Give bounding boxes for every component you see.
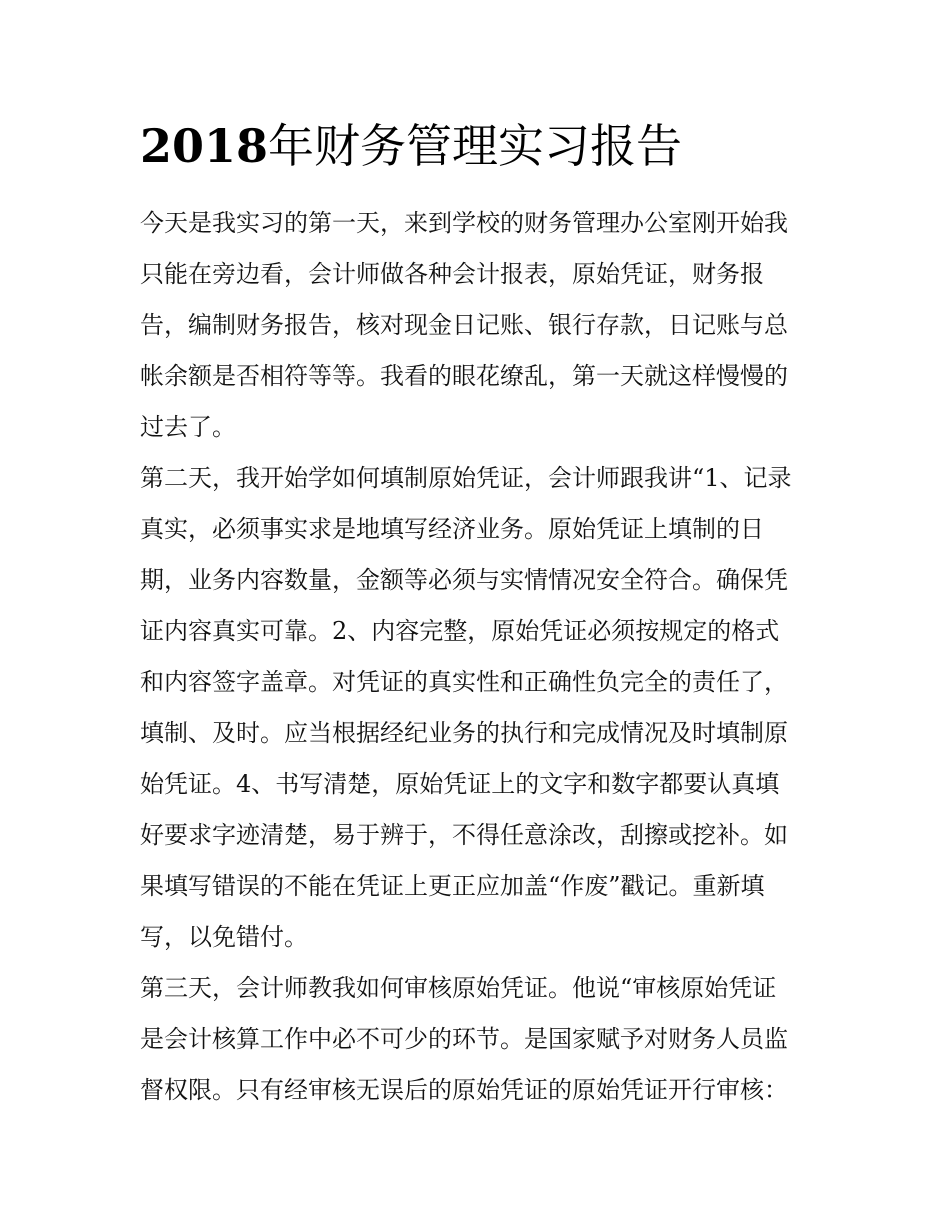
text-line: 和内容签字盖章。对凭证的真实性和正确性负完全的责任了， bbox=[140, 668, 788, 696]
text-line: 是会计核算工作中必不可少的环节。是国家赋予对财务人员监 bbox=[140, 1025, 788, 1053]
text-line: 好要求字迹清楚，易于辨于，不得任意涂改，刮擦或挖补。如 bbox=[140, 821, 788, 849]
text-line: 证内容真实可靠。2、内容完整，原始凭证必须按规定的格式 bbox=[140, 617, 780, 645]
text-line: 果填写错误的不能在凭证上更正应加盖“作废”戳记。重新填 bbox=[140, 872, 765, 900]
text-line: 写，以免错付。 bbox=[140, 923, 308, 951]
text-line: 帐余额是否相符等等。我看的眼花缭乱，第一天就这样慢慢的 bbox=[140, 362, 788, 390]
text-line: 只能在旁边看，会计师做各种会计报表，原始凭证，财务报 bbox=[140, 260, 764, 288]
title-year: 2018 bbox=[140, 119, 269, 173]
text-line: 告，编制财务报告，核对现金日记账、银行存款，日记账与总 bbox=[140, 311, 788, 339]
title-text: 年财务管理实习报告 bbox=[268, 119, 683, 173]
text-line: 第三天，会计师教我如何审核原始凭证。他说“审核原始凭证 bbox=[140, 974, 777, 1002]
text-line: 今天是我实习的第一天，来到学校的财务管理办公室刚开始我 bbox=[140, 209, 788, 237]
text-line: 始凭证。4、书写清楚，原始凭证上的文字和数字都要认真填 bbox=[140, 770, 780, 798]
text-line: 过去了。 bbox=[140, 413, 236, 441]
document-body bbox=[140, 198, 820, 1116]
document-title bbox=[140, 112, 820, 180]
text-line: 期，业务内容数量，金额等必须与实情情况安全符合。确保凭 bbox=[140, 566, 788, 594]
text-line: 填制、及时。应当根据经纪业务的执行和完成情况及时填制原 bbox=[140, 719, 788, 747]
text-line: 督权限。只有经审核无误后的原始凭证的原始凭证开行审核： bbox=[140, 1076, 788, 1104]
text-line: 真实，必须事实求是地填写经济业务。原始凭证上填制的日 bbox=[140, 515, 764, 543]
text-line: 第二天，我开始学如何填制原始凭证，会计师跟我讲“1、记录 bbox=[140, 464, 792, 492]
